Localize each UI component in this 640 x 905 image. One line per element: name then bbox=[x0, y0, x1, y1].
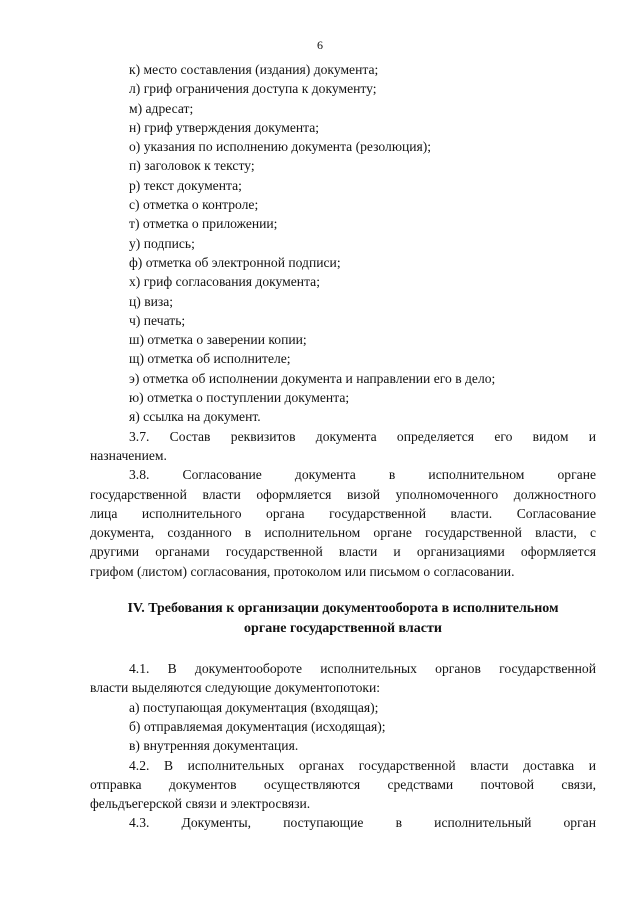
list-item: э) отметка об исполнении документа и направлении его в дело; bbox=[129, 370, 496, 386]
paragraph-4-2-line-1: 4.2. В исполнительных органах государственной власти доставка и bbox=[129, 757, 596, 773]
paragraph-3-8-line-3: лица исполнительного органа государственной власти. Согласование bbox=[90, 505, 596, 521]
list-item: о) указания по исполнению документа (резолюция); bbox=[129, 139, 432, 155]
section-heading-line-1: IV. Требования к организации документооборота в исполнительном bbox=[127, 601, 559, 617]
list-item: р) текст документа; bbox=[129, 177, 242, 193]
paragraph-4-3-line-1: 4.3. Документы, поступающие в исполнительный орган bbox=[129, 815, 596, 831]
list-item: щ) отметка об исполнителе; bbox=[129, 351, 291, 367]
list-item: я) ссылка на документ. bbox=[129, 409, 261, 425]
list-item: м) адресат; bbox=[129, 100, 194, 116]
list-item: ф) отметка об электронной подписи; bbox=[129, 254, 341, 270]
paragraph-4-2-line-3: фельдъегерской связи и электросвязи. bbox=[90, 796, 311, 812]
list-item: х) гриф согласования документа; bbox=[129, 274, 320, 290]
list-item: т) отметка о приложении; bbox=[129, 216, 278, 232]
paragraph-4-1-line-2: власти выделяются следующие документопотоки: bbox=[90, 680, 381, 696]
paragraph-3-8-line-1: 3.8. Согласование документа в исполнительном органе bbox=[129, 467, 596, 483]
paragraph-3-8-line-5: другими органами государственной власти и организациями оформляется bbox=[90, 544, 596, 560]
paragraph-3-8-line-6: грифом (листом) согласования, протоколом или письмом о согласовании. bbox=[90, 563, 515, 579]
list-item: ц) виза; bbox=[129, 293, 174, 309]
paragraph-4-1-item-a: а) поступающая документация (входящая); bbox=[129, 699, 379, 715]
requisites-list bbox=[90, 60, 596, 427]
paragraph-3-7-line-2: назначением. bbox=[90, 447, 167, 463]
list-item: н) гриф утверждения документа; bbox=[129, 119, 320, 135]
list-item: у) подпись; bbox=[129, 235, 195, 251]
list-item: ш) отметка о заверении копии; bbox=[129, 332, 307, 348]
list-item: к) место составления (издания) документа; bbox=[129, 62, 379, 77]
list-item: ю) отметка о поступлении документа; bbox=[129, 390, 350, 406]
list-item: с) отметка о контроле; bbox=[129, 197, 259, 213]
paragraph-4-1-item-c: в) внутренняя документация. bbox=[129, 738, 299, 754]
paragraph-4-1-item-b: б) отправляемая документация (исходящая); bbox=[129, 718, 386, 734]
paragraph-3-8-line-2: государственной власти оформляется визой уполномоченного должностного bbox=[90, 486, 596, 502]
paragraph-4-1-line-1: 4.1. В документообороте исполнительных органов государственной bbox=[129, 661, 596, 677]
list-item: л) гриф ограничения доступа к документу; bbox=[129, 81, 377, 97]
page-number: 6 bbox=[317, 38, 323, 52]
paragraph-3-7-line-1: 3.7. Состав реквизитов документа определяется его видом и bbox=[129, 428, 596, 444]
list-item: ч) печать; bbox=[129, 312, 186, 328]
section-heading bbox=[90, 599, 596, 638]
paragraph-4-2-line-2: отправка документов осуществляются средствами почтовой связи, bbox=[90, 776, 596, 792]
list-item: п) заголовок к тексту; bbox=[129, 158, 255, 174]
document-body bbox=[90, 60, 596, 833]
section-heading-line-2: органе государственной власти bbox=[244, 620, 442, 636]
paragraph-3-8-line-4: документа, созданного в исполнительном органе государственной власти, с bbox=[90, 525, 596, 541]
